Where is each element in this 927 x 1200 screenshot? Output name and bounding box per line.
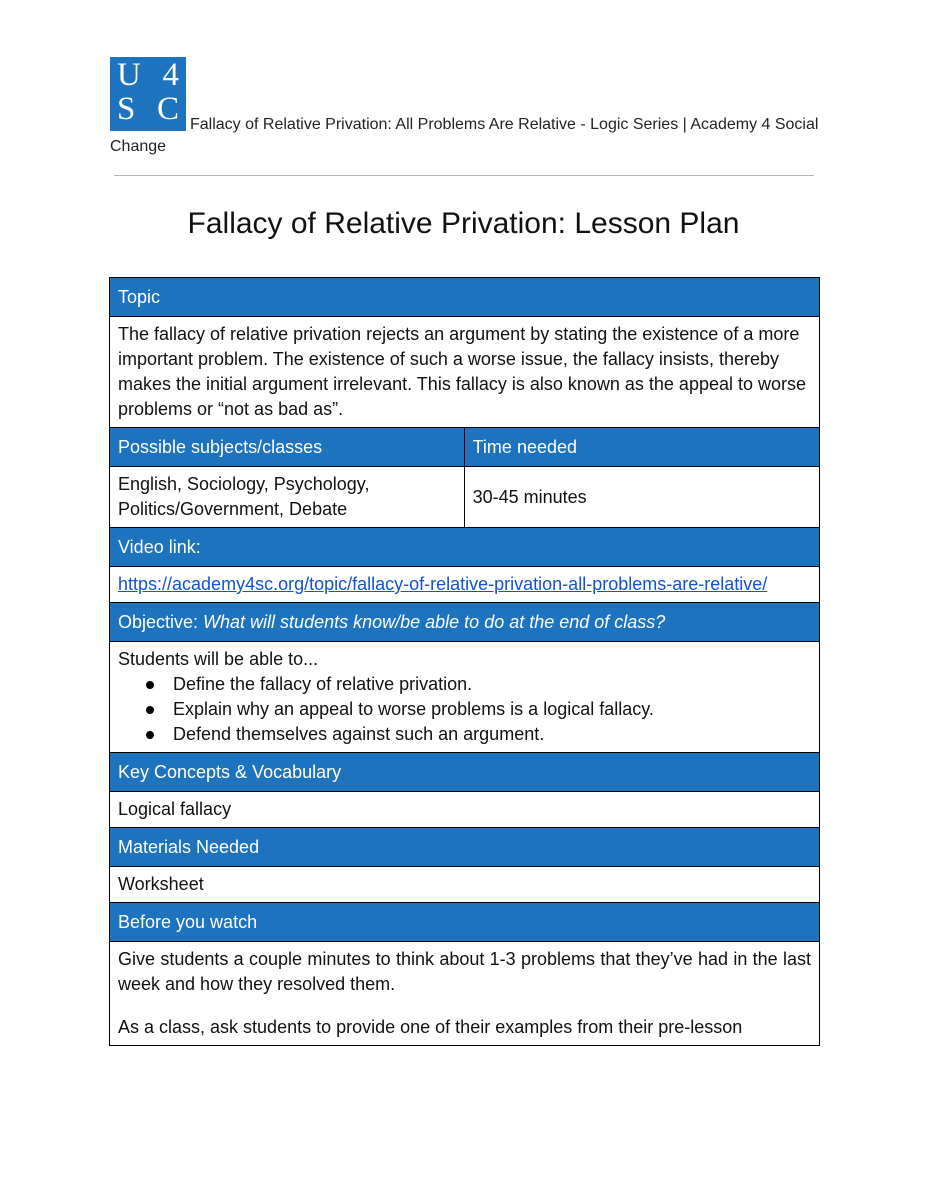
objective-item: Defend themselves against such an argument. bbox=[118, 722, 811, 747]
logo-letter: C bbox=[156, 91, 179, 127]
before-you-watch-content bbox=[110, 942, 820, 1046]
topic-header: Topic bbox=[110, 278, 820, 317]
key-concepts-text: Logical fallacy bbox=[110, 792, 820, 828]
video-link-cell bbox=[110, 567, 820, 603]
key-concepts-header: Key Concepts & Vocabulary bbox=[110, 753, 820, 792]
header-divider bbox=[114, 175, 814, 176]
materials-header: Materials Needed bbox=[110, 828, 820, 867]
subjects-text: English, Sociology, Psychology, Politics/Government, Debate bbox=[110, 467, 465, 528]
academy-4-social-change-logo bbox=[110, 57, 186, 131]
time-header: Time needed bbox=[464, 428, 819, 467]
logo-letter: U bbox=[117, 57, 141, 93]
topic-text: The fallacy of relative privation rejects an argument by stating the existence of a more important problem. The existence of such a worse issue, the fallacy insists, thereby makes the initial argument irrelevant. This fallacy is also known as the appeal to worse problems or “not as bad as”. bbox=[110, 317, 820, 428]
video-link[interactable]: https://academy4sc.org/topic/fallacy-of-relative-privation-all-problems-are-relative/ bbox=[118, 574, 768, 594]
objective-label: Objective: bbox=[118, 612, 204, 632]
before-paragraph-1: Give students a couple minutes to think about 1-3 problems that they’ve had in the last week and how they resolved them. bbox=[118, 949, 811, 994]
materials-text: Worksheet bbox=[110, 867, 820, 903]
objective-list bbox=[118, 672, 811, 747]
subjects-header: Possible subjects/classes bbox=[110, 428, 465, 467]
objective-prompt: What will students know/be able to do at the end of class? bbox=[203, 612, 666, 632]
paragraph-gap bbox=[118, 997, 811, 1015]
logo-letter: S bbox=[117, 91, 136, 127]
page-header bbox=[110, 57, 820, 158]
before-paragraph-2: As a class, ask students to provide one of their examples from their pre-lesson bbox=[118, 1017, 743, 1037]
objective-header bbox=[110, 603, 820, 642]
objective-content bbox=[110, 642, 820, 753]
lesson-plan-table bbox=[109, 277, 820, 1046]
objective-intro: Students will be able to... bbox=[118, 649, 319, 669]
video-link-header: Video link: bbox=[110, 528, 820, 567]
document-title: Fallacy of Relative Privation: Lesson Plan bbox=[187, 207, 740, 240]
logo-letter: 4 bbox=[162, 57, 179, 93]
before-you-watch-header: Before you watch bbox=[110, 903, 820, 942]
objective-item: Explain why an appeal to worse problems is a logical fallacy. bbox=[118, 697, 811, 722]
objective-item: Define the fallacy of relative privation. bbox=[118, 672, 811, 697]
time-text: 30-45 minutes bbox=[464, 467, 819, 528]
header-title: Fallacy of Relative Privation: All Problems Are Relative - Logic Series | Academy 4 Social Change bbox=[110, 116, 819, 155]
